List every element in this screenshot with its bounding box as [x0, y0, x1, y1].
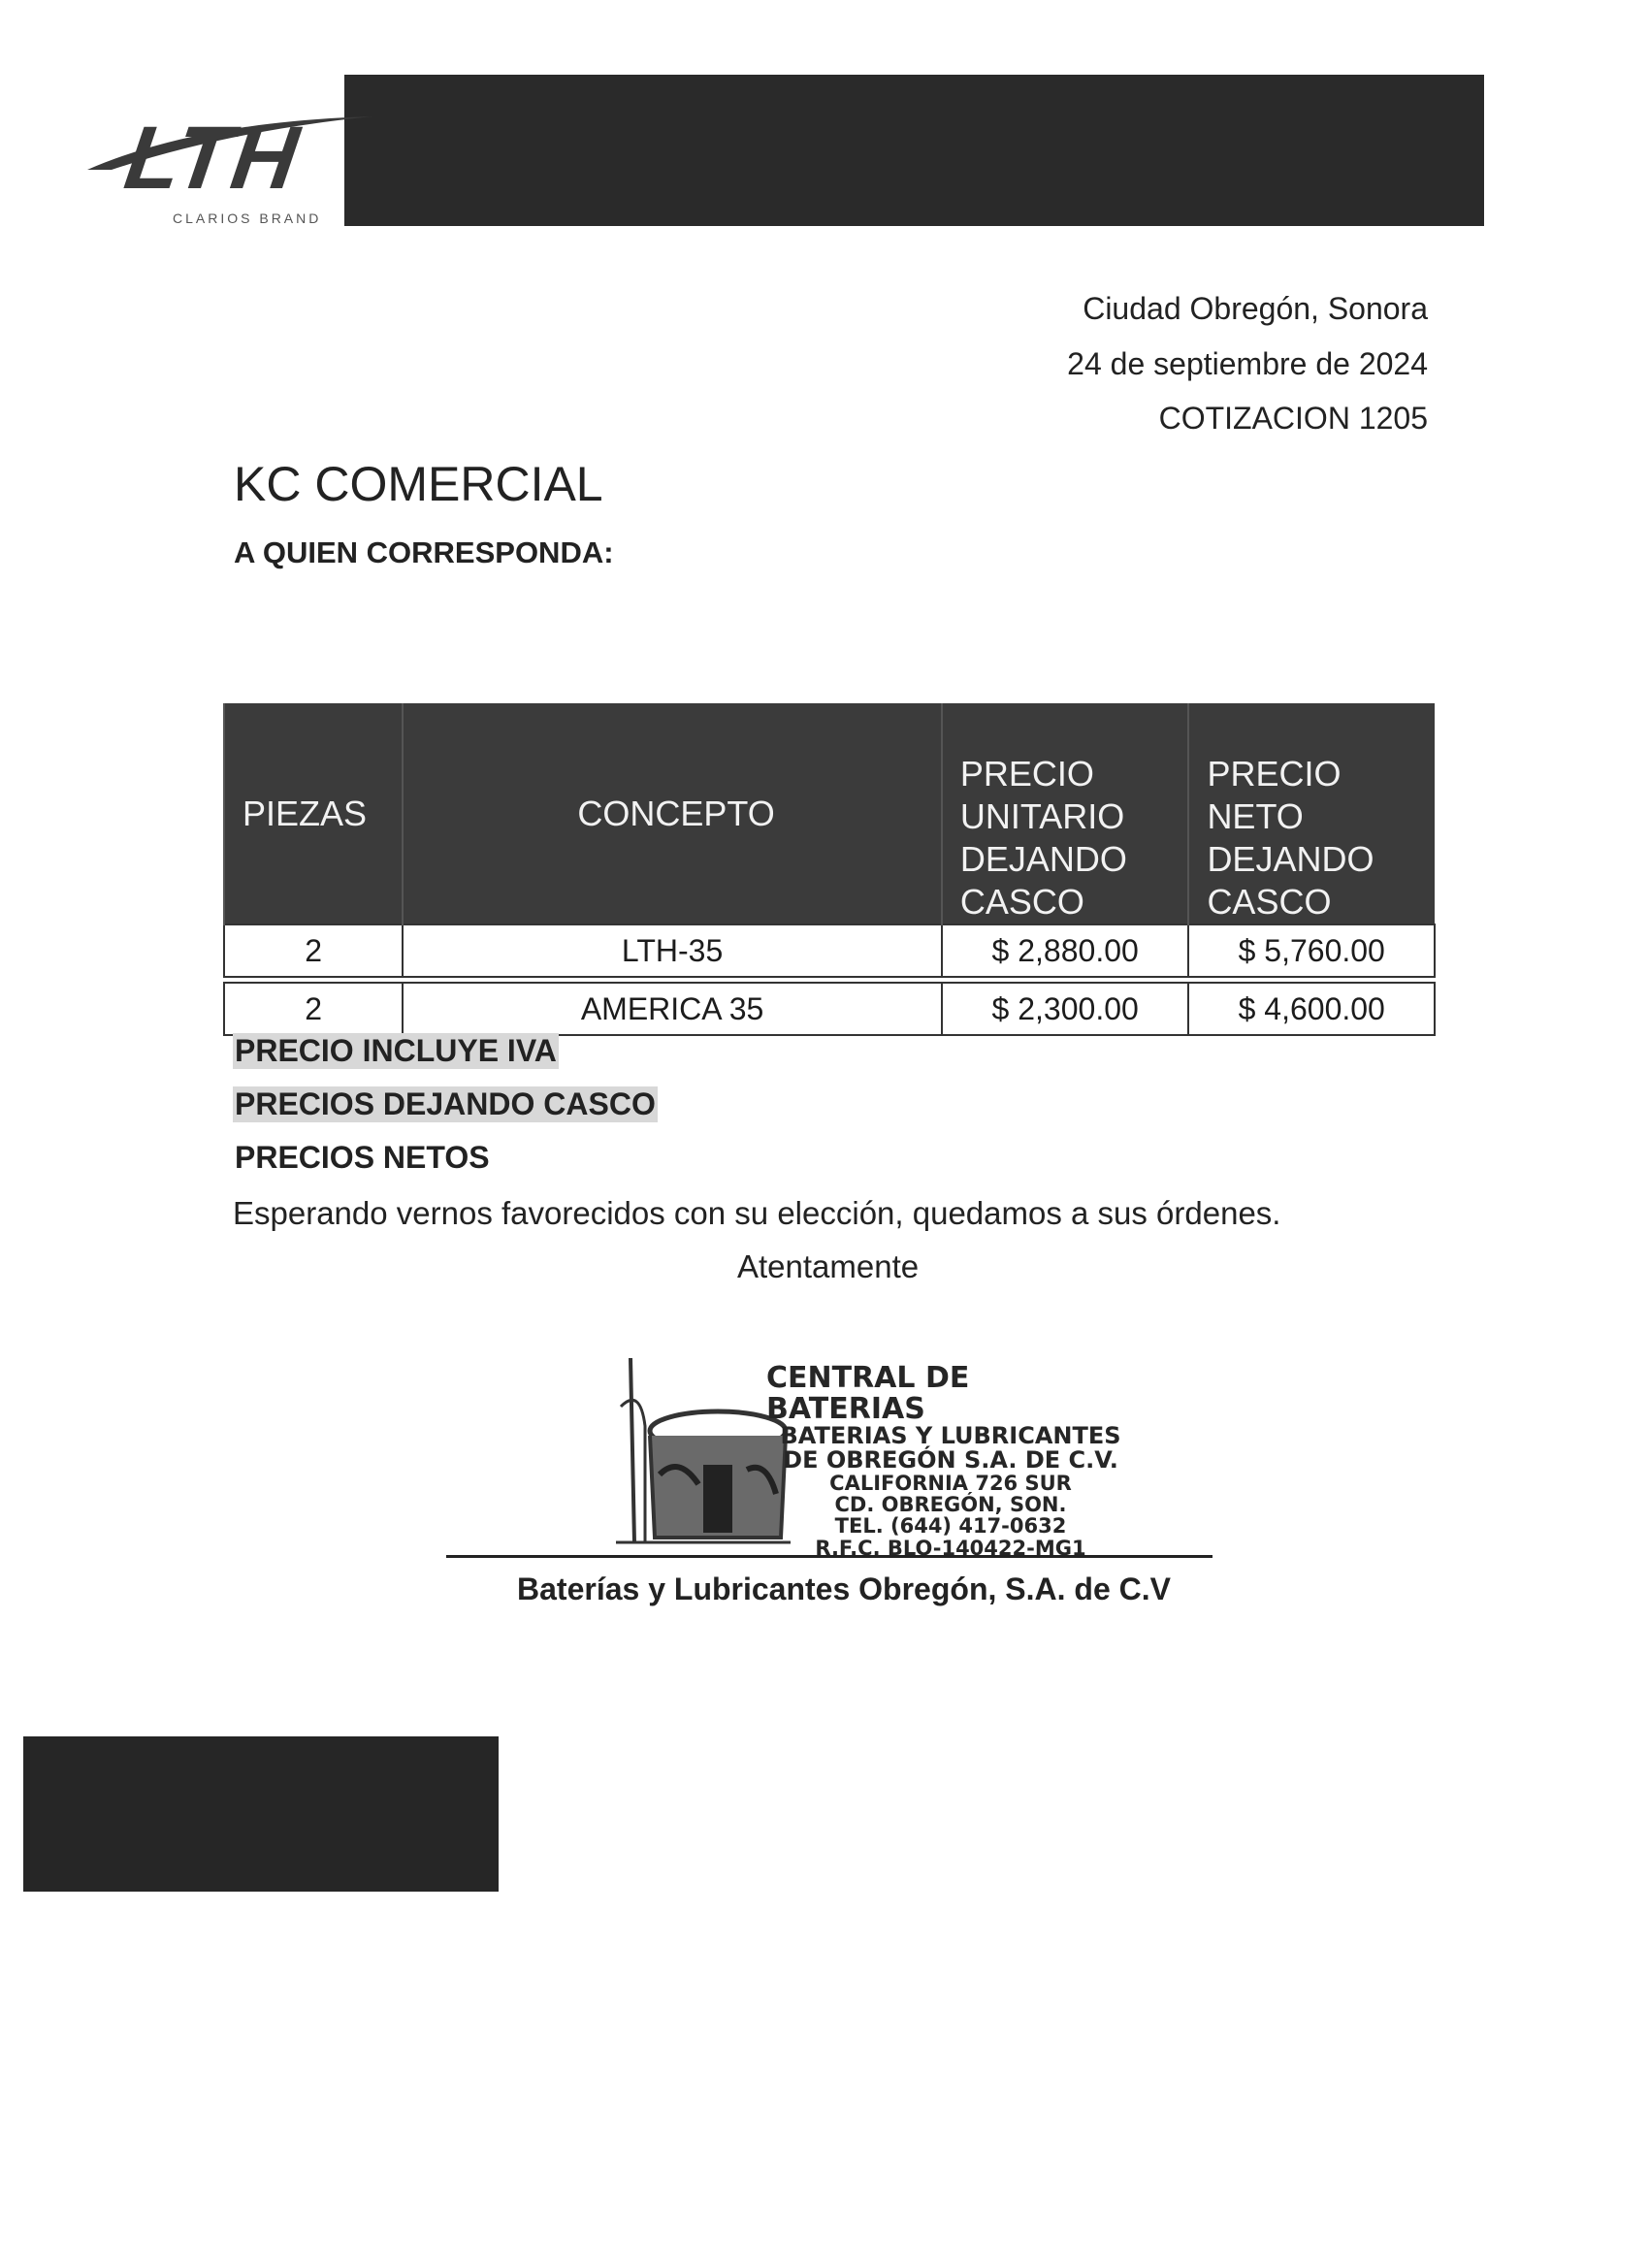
header-net-price: [1188, 703, 1435, 924]
redacted-block: [23, 1736, 499, 1892]
lth-logo: [82, 102, 373, 238]
regards-text: Atentamente: [737, 1248, 920, 1284]
recipient-name: KC COMERCIAL: [234, 457, 603, 511]
header-unit-price-line: CASCO: [959, 882, 1084, 922]
stamp-line-type: BATERIAS Y LUBRICANTES: [780, 1422, 1121, 1449]
stamp-line-phone: TEL. (644) 417-0632: [834, 1514, 1067, 1539]
logo-subtext: CLARIOS BRAND: [173, 211, 322, 226]
cell-net-price: $ 4,600.00: [1188, 983, 1435, 1035]
cell-unit-price: $ 2,300.00: [942, 983, 1189, 1035]
header-net-price-line: CASCO: [1207, 882, 1332, 922]
stamp-line-street: CALIFORNIA 726 SUR: [829, 1472, 1072, 1496]
cell-pieces: 2: [224, 924, 403, 977]
stamp-line-name: CENTRAL DE BATERIAS: [766, 1361, 970, 1426]
stamp-line-city: CD. OBREGÓN, SON.: [834, 1493, 1067, 1517]
note-iva: PRECIO INCLUYE IVA: [235, 1033, 557, 1068]
cell-unit-price: $ 2,880.00: [942, 924, 1189, 977]
stamp-line-rfc: R.F.C. BLO-140422-MG1: [815, 1536, 1086, 1560]
header-net-price-line: NETO: [1207, 796, 1304, 836]
table-row: [224, 924, 1435, 977]
cell-net-price: $ 5,760.00: [1188, 924, 1435, 977]
redacted-header-bar: [344, 75, 1484, 226]
closing-text: Esperando vernos favorecidos con su elección, quedamos a sus órdenes.: [233, 1195, 1281, 1231]
header-net-price-line: DEJANDO: [1207, 839, 1374, 879]
table-row: [224, 983, 1435, 1035]
header-unit-price-line: UNITARIO: [959, 796, 1125, 836]
quote-number: COTIZACION 1205: [1158, 401, 1428, 436]
address-date: 24 de septiembre de 2024: [1067, 346, 1428, 381]
header-concept: CONCEPTO: [403, 703, 942, 924]
header-pieces: PIEZAS: [224, 703, 403, 924]
table-header-row: [224, 703, 1435, 924]
note-casco: PRECIOS DEJANDO CASCO: [235, 1086, 656, 1121]
company-stamp: [766, 1363, 1135, 1559]
header-unit-price-line: PRECIO: [959, 754, 1094, 794]
header-unit-price: [942, 703, 1189, 924]
signature-company: Baterías y Lubricantes Obregón, S.A. de C.V: [517, 1571, 1171, 1606]
header-unit-price-line: DEJANDO: [959, 839, 1127, 879]
stamp-line-legal: DE OBREGÓN S.A. DE C.V.: [783, 1446, 1118, 1474]
address-city: Ciudad Obregón, Sonora: [1083, 291, 1428, 326]
logo-text: LTH: [118, 109, 307, 208]
cell-concept: LTH-35: [403, 924, 942, 977]
note-netos: PRECIOS NETOS: [235, 1140, 490, 1175]
cell-pieces: 2: [224, 983, 403, 1035]
cell-concept: AMERICA 35: [403, 983, 942, 1035]
quote-table: [223, 703, 1436, 1036]
signature-line: [446, 1555, 1212, 1558]
salutation: A QUIEN CORRESPONDA:: [234, 535, 614, 569]
header-net-price-line: PRECIO: [1207, 754, 1342, 794]
